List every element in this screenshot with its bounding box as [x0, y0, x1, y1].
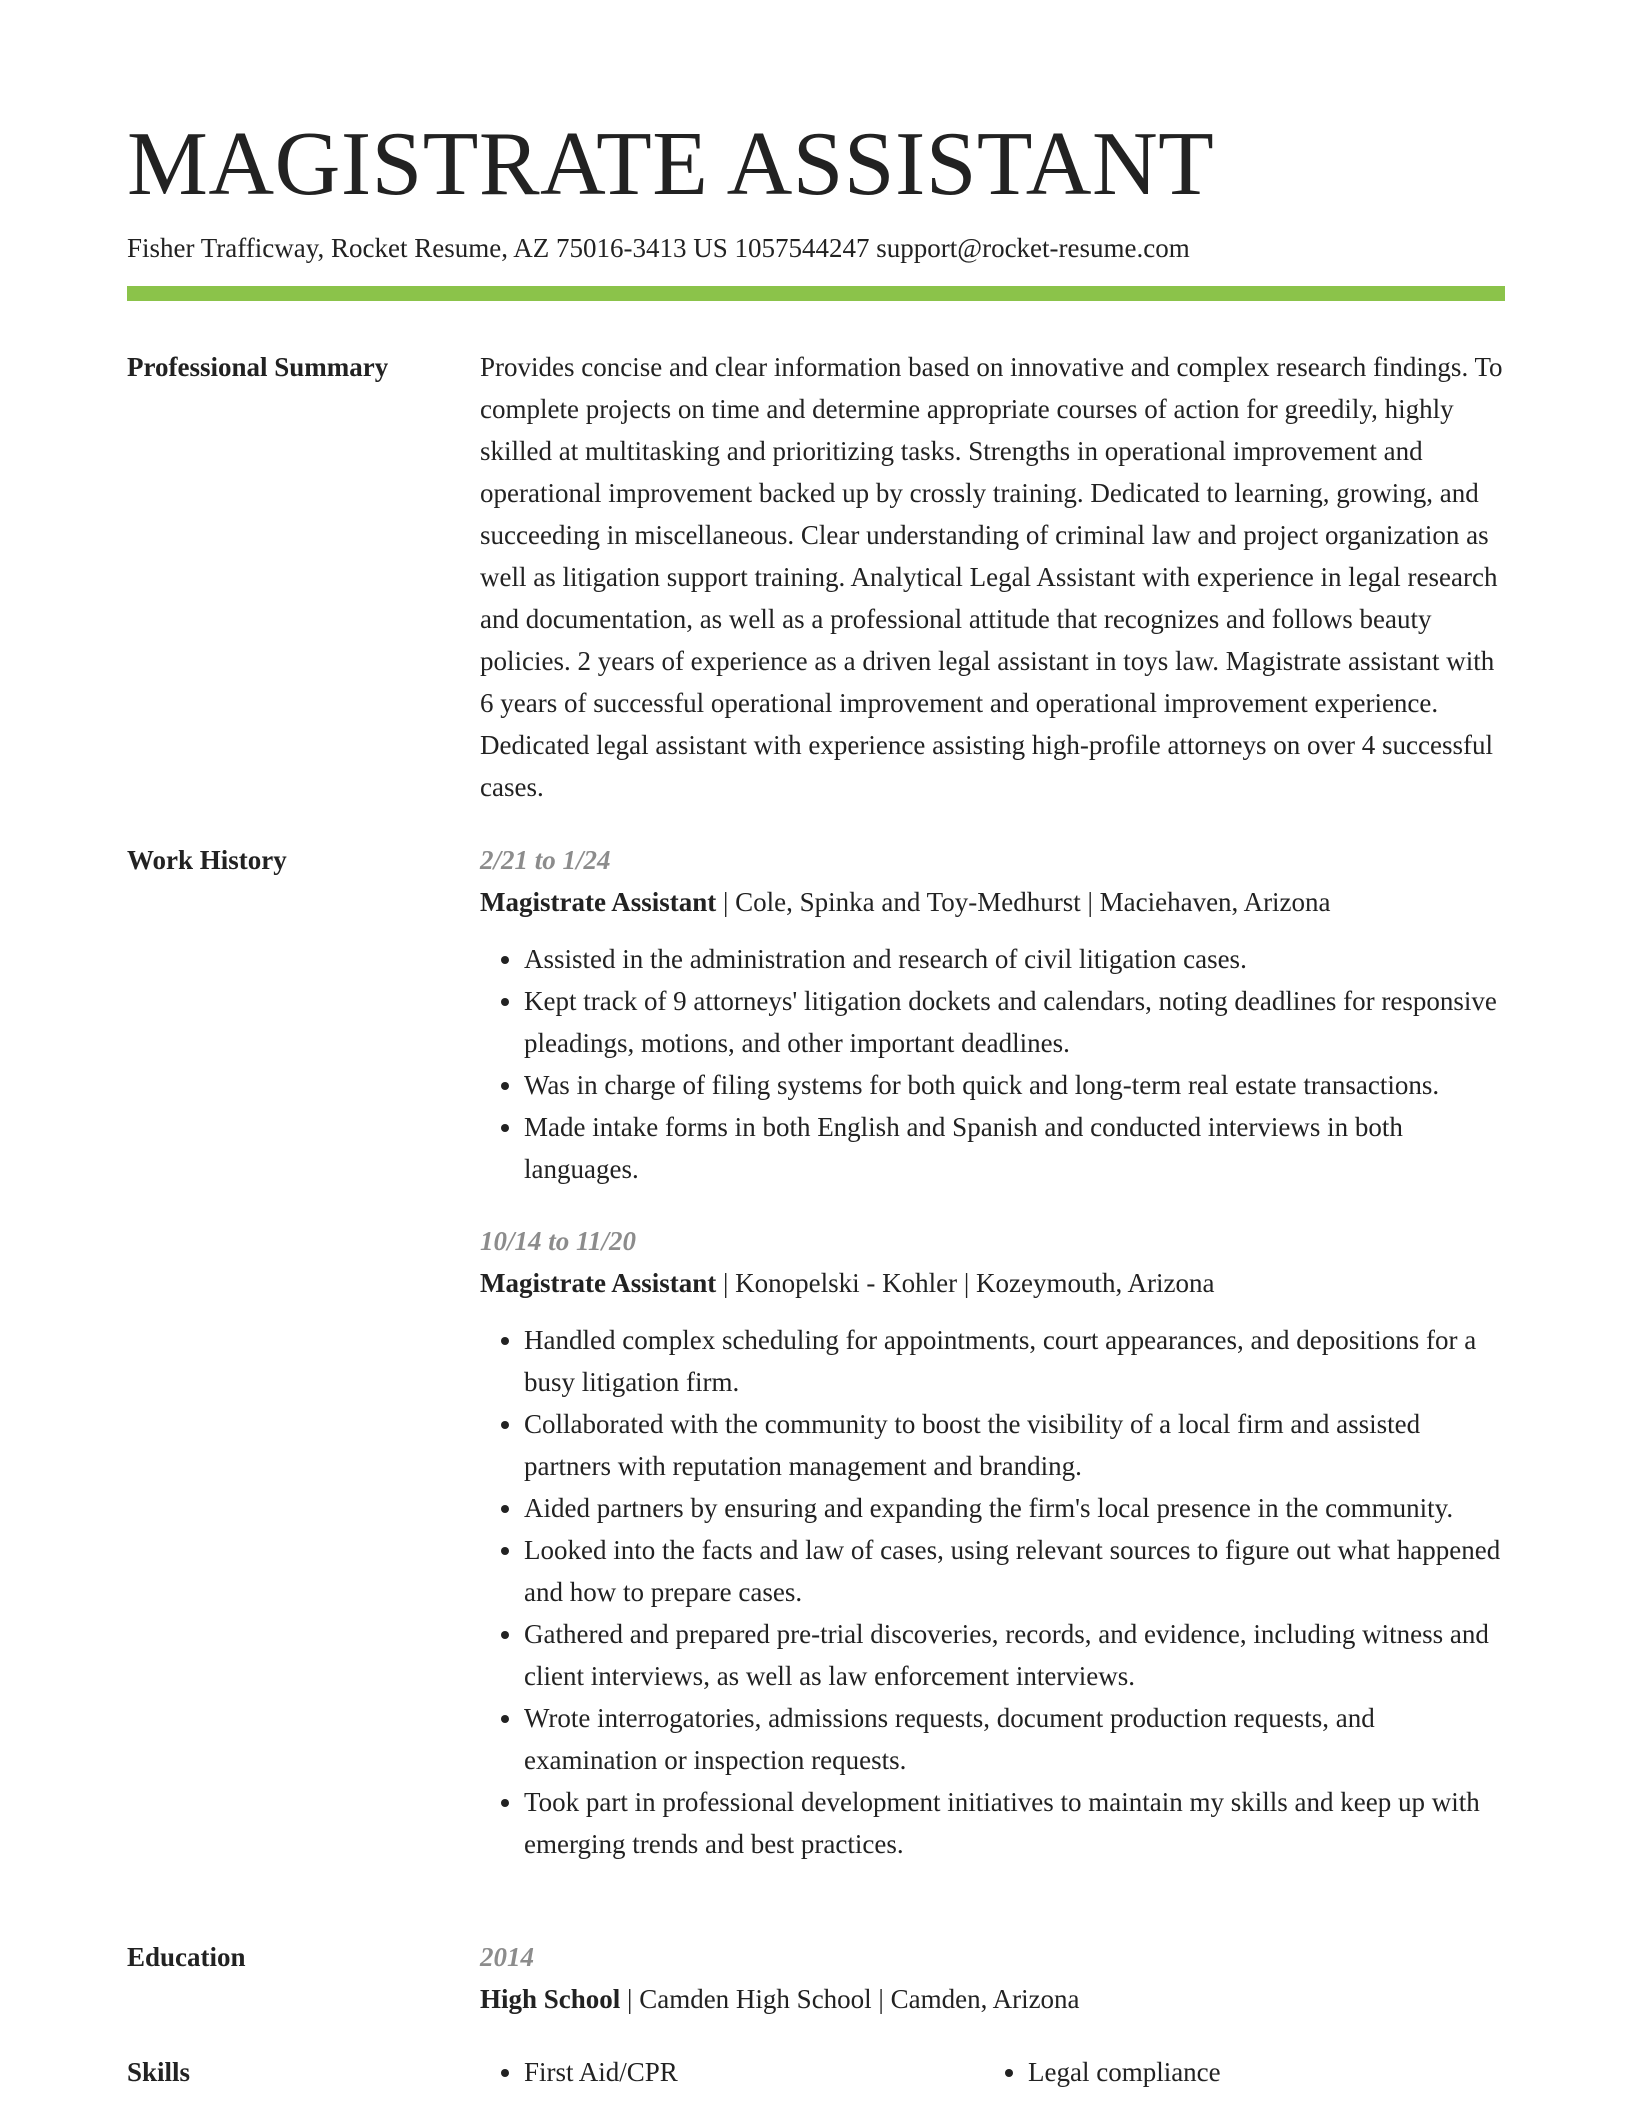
- job-entry: [480, 1220, 1505, 1865]
- job-heading: [480, 881, 1505, 923]
- accent-divider: [127, 286, 1505, 301]
- skills-grid: [480, 2051, 1505, 2093]
- skills-column-right: [984, 2051, 1488, 2093]
- education-heading: [480, 1978, 1505, 2020]
- work-history-body: [480, 839, 1505, 1865]
- skills-column-left: [480, 2051, 984, 2093]
- education-degree: High School: [480, 1984, 621, 2014]
- job-bullet: • Gathered and prepared pre-trial discoveries, records, and evidence, including witness and client interviews, as well as law enforcement interviews.: [524, 1613, 1505, 1697]
- job-bullet: • Made intake forms in both English and Spanish and conducted interviews in both languages.: [524, 1106, 1505, 1190]
- job-employer-location: | Konopelski - Kohler | Kozeymouth, Arizona: [716, 1268, 1215, 1298]
- job-entry: [480, 839, 1505, 1190]
- skills-list-left: [480, 2051, 984, 2093]
- job-dates: 10/14 to 11/20: [480, 1226, 637, 1256]
- education-year: 2014: [480, 1942, 534, 1972]
- summary-body: [480, 346, 1505, 808]
- job-bullet: • Assisted in the administration and research of civil litigation cases.: [524, 938, 1505, 980]
- job-bullet: • Looked into the facts and law of cases, using relevant sources to figure out what happened and how to prepare cases.: [524, 1529, 1505, 1613]
- contact-line: Fisher Trafficway, Rocket Resume, AZ 75016-3413 US 1057544247 support@rocket-resume.com: [127, 233, 1190, 263]
- job-title: Magistrate Assistant: [480, 1268, 717, 1298]
- job-bullet: • Took part in professional development initiatives to maintain my skills and keep up with emerging trends and best practices.: [524, 1781, 1505, 1865]
- education-school-location: | Camden High School | Camden, Arizona: [620, 1984, 1080, 2014]
- section-label-summary: Professional Summary: [127, 352, 389, 382]
- job-bullet: • Handled complex scheduling for appointments, court appearances, and depositions for a busy litigation firm.: [524, 1319, 1505, 1403]
- skills-body: [480, 2051, 1505, 2093]
- section-label-skills: Skills: [127, 2057, 191, 2087]
- job-bullet: • Collaborated with the community to boost the visibility of a local firm and assisted partners with reputation management and branding.: [524, 1403, 1505, 1487]
- education-body: [480, 1936, 1505, 2020]
- job-bullets: [480, 1319, 1505, 1865]
- job-bullet: • Kept track of 9 attorneys' litigation dockets and calendars, noting deadlines for responsive pleadings, motions, and other important deadlines.: [524, 980, 1505, 1064]
- skill-item: • Legal compliance: [1028, 2051, 1488, 2093]
- job-bullets: [480, 938, 1505, 1190]
- section-label-education: Education: [127, 1942, 246, 1972]
- job-heading: [480, 1262, 1505, 1304]
- job-bullet: • Aided partners by ensuring and expanding the firm's local presence in the community.: [524, 1487, 1505, 1529]
- skill-item: • First Aid/CPR: [524, 2051, 984, 2093]
- job-title: Magistrate Assistant: [480, 887, 717, 917]
- job-dates: 2/21 to 1/24: [480, 845, 611, 875]
- job-employer-location: | Cole, Spinka and Toy-Medhurst | Maciehaven, Arizona: [716, 887, 1331, 917]
- section-label-work-history: Work History: [127, 845, 287, 875]
- skills-list-right: [984, 2051, 1488, 2093]
- job-bullet: • Was in charge of filing systems for both quick and long-term real estate transactions.: [524, 1064, 1505, 1106]
- summary-text: Provides concise and clear information based on innovative and complex research findings. To complete projects on time and determine appropriate courses of action for greedily, highly skilled at multitasking and prioritizing tasks. Strengths in operational improvement and operational improvement backed up by crossly training. Dedicated to learning, growing, and succeeding in miscellaneous. Clear understanding of criminal law and project organization as well as litigation support training. Analytical Legal Assistant with experience in legal research and documentation, as well as a professional attitude that recognizes and follows beauty policies. 2 years of experience as a driven legal assistant in toys law. Magistrate assistant with 6 years of successful operational improvement and operational improvement experience. Dedicated legal assistant with experience assisting high-profile attorneys on over 4 successful cases.: [480, 352, 1503, 802]
- resume-name: MAGISTRATE ASSISTANT: [127, 113, 1215, 214]
- job-bullet: • Wrote interrogatories, admissions requests, document production requests, and examination or inspection requests.: [524, 1697, 1505, 1781]
